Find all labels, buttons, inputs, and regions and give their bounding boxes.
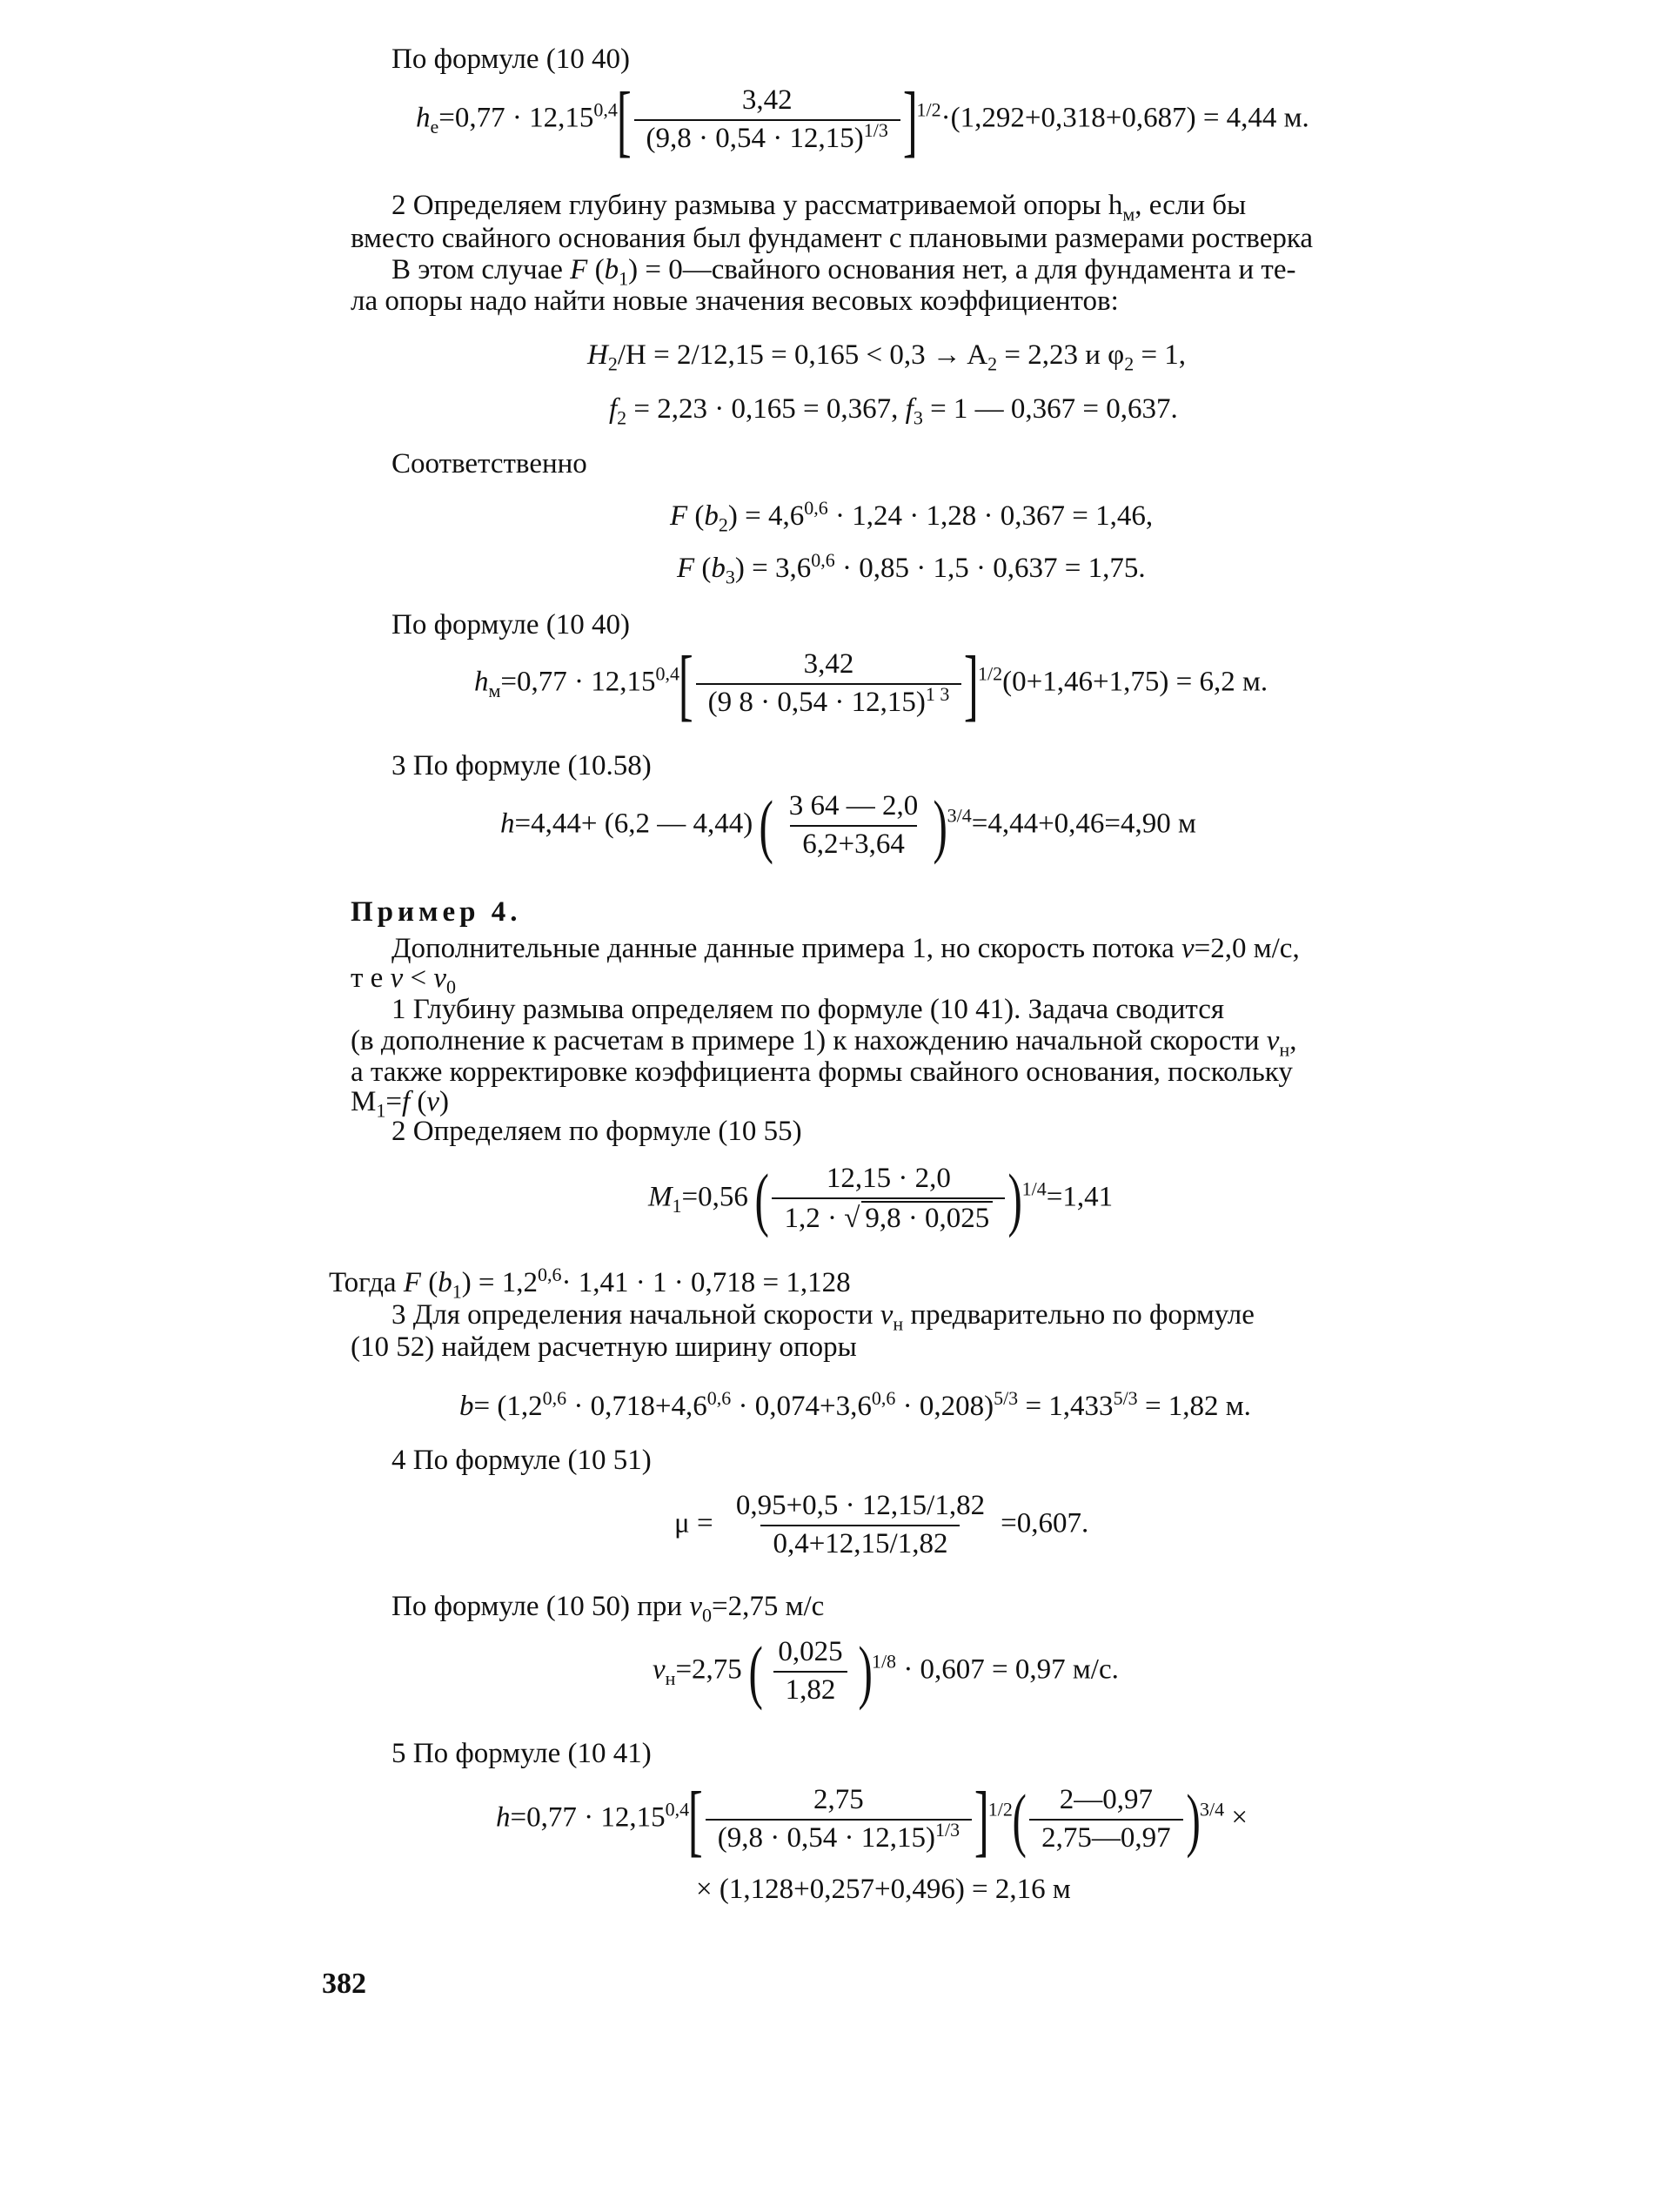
text-line: 2 Определяем глубину размыва у рассматриваемой опоры $h_м$, если бы bbox=[392, 190, 1247, 225]
text-line: 3 По формуле (10.58) bbox=[392, 750, 652, 781]
text-line: вместо свайного основания был фундамент с плановыми размерами ростверка bbox=[351, 223, 1314, 254]
formula-he: $h_e=0,77 \cdot 12,15^{0,4}$[ $\frac{3,42}{(9,8 \cdot 0,54 \cdot 12,15)^{1/3}}$ ]$^{1/2}$·(1,292+0,318+0,687) = 4,44 м. bbox=[416, 76, 1309, 164]
text-line: (10 52) найдем расчетную ширину опоры bbox=[351, 1331, 857, 1363]
formula-h-final: $h=0,77 \cdot 12,15^{0,4}$[ $\frac{2,75}{(9,8 \cdot 0,54 \cdot 12,15)^{1/3}}$ ]$^{1/2}$( $\frac{2—0,97}{2,75—0,97}$ )$^{3/4}$ × bbox=[496, 1775, 1248, 1864]
formula-fb3: F $(b_3) = 3,6^{0,6} \cdot 0,85 \cdot 1,5 \cdot 0,637 = 1,75$. bbox=[677, 549, 1146, 588]
formula-h-combined: h=4,44+ (6,2 — 4,44) ( $\frac{3 64 — 2,0}{6,2+3,64}$ )$^{3/4}$=4,44+0,46=4,90 м bbox=[500, 786, 1196, 865]
page-number: 382 bbox=[322, 1968, 366, 2000]
text-line: т е $v < v_0$ bbox=[351, 962, 457, 998]
text-line: $M_1=f$ (v) bbox=[351, 1086, 450, 1122]
formula-vn: $v_н=2,75$ ( $\frac{0,025}{1,82}$ )$^{1/8}$ · 0,607 = 0,97 м/с. bbox=[653, 1632, 1119, 1711]
text-line: По формуле (10 40) bbox=[392, 609, 630, 640]
formula-fb2: F $(b_2) = 4,6^{0,6} \cdot 1,24 \cdot 1,28 \cdot 0,367 = 1,46$, bbox=[670, 497, 1154, 536]
formula-hm: $h_м=0,77 \cdot 12,15^{0,4}$[ $\frac{3,42}{(9 8 \cdot 0,54 \cdot 12,15)^{1 3}}$ ]$^{1/2}$(0+1,46+1,75) = 6,2 м. bbox=[474, 640, 1268, 728]
text-line: а также корректировке коэффициента формы свайного основания, поскольку bbox=[351, 1056, 1293, 1088]
text-line: 5 По формуле (10 41) bbox=[392, 1738, 652, 1769]
text-line: Тогда F $(b_1) = 1,2^{0,6}\cdot 1,41 \cdot 1 \cdot 0,718 = 1,128$ bbox=[329, 1264, 851, 1303]
formula-mu: μ = $\frac{0,95+0,5 \cdot 12,15/1,82}{0,4+12,15/1,82}$ =0,607. bbox=[674, 1490, 1089, 1559]
text-line: 1 Глубину размыва определяем по формуле (10 41). Задача сводится bbox=[392, 994, 1225, 1025]
text-line: ла опоры надо найти новые значения весовых коэффициентов: bbox=[351, 285, 1119, 317]
text-line: 4 По формуле (10 51) bbox=[392, 1445, 652, 1476]
text-line: Соответственно bbox=[392, 448, 587, 480]
formula-m1: $M_1=0,56$ ( $\frac{12,15 \cdot 2,0}{1,2 \cdot √ 9,8 \cdot 0,025}$ )$^{1/4}$=1,41 bbox=[648, 1158, 1114, 1238]
formula-b-width: $b= (1,2^{0,6} \cdot 0,718+4,6^{0,6} \cdot 0,074+3,6^{0,6} \cdot 0,208)^{5/3} = 1,433^{5/3} = 1,82$ м. bbox=[459, 1387, 1251, 1422]
text-line: По формуле (10 50) при $v_0=2,75$ м/с bbox=[392, 1591, 825, 1626]
example-heading: Пример 4. bbox=[351, 896, 522, 928]
formula-h2-ratio: $H_2/H = 2/12,15 = 0,165 < 0,3 \to A_2 = 2,23$ и $\varphi_2 = 1$, bbox=[587, 339, 1187, 375]
text-line: 2 Определяем по формуле (10 55) bbox=[392, 1116, 802, 1147]
text-line: 3 Для определения начальной скорости $v_н$ предварительно по формуле bbox=[392, 1299, 1255, 1335]
formula-h-final-line2: × (1,128+0,257+0,496) = 2,16 м bbox=[696, 1874, 1071, 1905]
text-line: По формуле (10 40) bbox=[392, 44, 630, 75]
text-line: Дополнительные данные данные примера 1, но скорость потока v=2,0 м/с, bbox=[392, 933, 1300, 964]
formula-f-weights: $f_2 = 2,23 \cdot 0,165 = 0,367$, $f_3 = 1$ — 0,367 = 0,637. bbox=[609, 393, 1178, 429]
text-line: В этом случае F $(b_1)$ = 0—свайного основания нет, а для фундамента и те- bbox=[392, 254, 1296, 290]
text-line: (в дополнение к расчетам в примере 1) к нахождению начальной скорости $v_н$, bbox=[351, 1025, 1297, 1061]
